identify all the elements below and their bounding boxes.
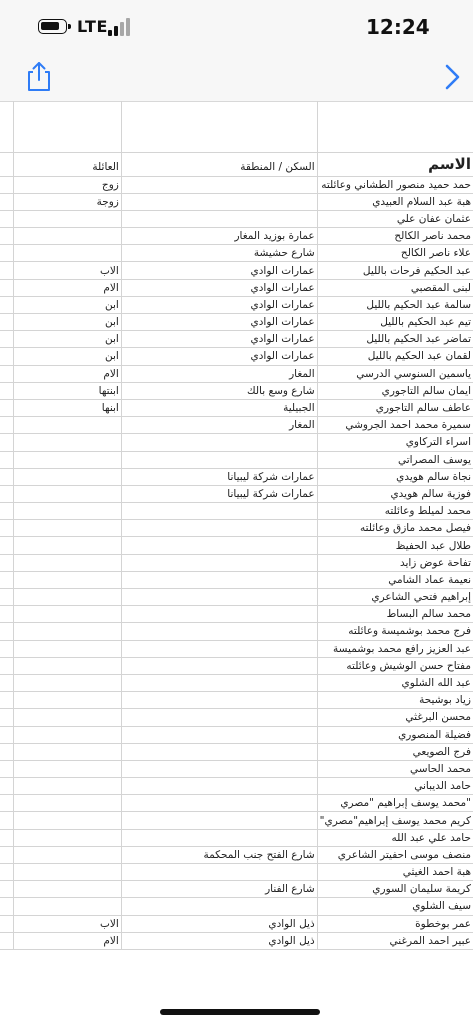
table-row (0, 296, 473, 313)
cell-residence[interactable] (121, 743, 317, 760)
cell[interactable] (0, 743, 13, 760)
cell-name[interactable]: هبة عبد السلام العبيدي (317, 193, 473, 210)
cell-residence[interactable]: الجبيلية (121, 399, 317, 416)
cell[interactable] (0, 451, 13, 468)
top-bar (0, 0, 473, 102)
cell-family[interactable]: الام (13, 932, 121, 949)
table-row (0, 829, 473, 846)
cell-name[interactable]: عبد الحكيم فرحات بالليل (317, 262, 473, 279)
cell-family[interactable] (13, 451, 121, 468)
cell-name[interactable]: حامد علي عبد الله (317, 829, 473, 846)
cell-name[interactable]: تفاحة عوض زايد (317, 554, 473, 571)
cell-residence[interactable] (121, 726, 317, 743)
cell[interactable] (0, 881, 13, 898)
table-row (0, 537, 473, 554)
cell-family[interactable] (13, 812, 121, 829)
table-row (0, 932, 473, 949)
cell[interactable] (0, 228, 13, 245)
cell[interactable] (317, 101, 473, 152)
table-row (0, 520, 473, 537)
cell-residence[interactable] (121, 829, 317, 846)
table-row (0, 864, 473, 881)
table-row (0, 399, 473, 416)
cell-residence[interactable]: عمارات الوادي (121, 348, 317, 365)
cell-name[interactable]: إبراهيم فتحي الشاعري (317, 589, 473, 606)
cell[interactable] (0, 932, 13, 949)
cell-family[interactable] (13, 778, 121, 795)
share-button[interactable] (24, 60, 54, 92)
table-row (0, 210, 473, 227)
cell[interactable] (0, 101, 13, 152)
cell-family[interactable] (13, 674, 121, 691)
table-row (0, 674, 473, 691)
header-name[interactable]: الاسم (317, 152, 473, 176)
cell-residence[interactable] (121, 812, 317, 829)
cell-residence[interactable]: شارع الفنار (121, 881, 317, 898)
cell[interactable] (0, 314, 13, 331)
cell-name[interactable]: لبنى المقصبي (317, 279, 473, 296)
cell[interactable] (0, 829, 13, 846)
cell-family[interactable]: ابن (13, 348, 121, 365)
table-row (0, 503, 473, 520)
cell-name[interactable]: فوزية سالم هويدي (317, 485, 473, 502)
table-row (0, 898, 473, 915)
cell-family[interactable]: ابنها (13, 399, 121, 416)
next-button[interactable] (440, 62, 464, 92)
cell[interactable] (0, 606, 13, 623)
cell[interactable] (0, 760, 13, 777)
table-row (0, 760, 473, 777)
cell-name[interactable]: سميرة محمد احمد الجروشي (317, 417, 473, 434)
blank-row (0, 101, 473, 152)
cell-residence[interactable]: شارع حشيشة (121, 245, 317, 262)
cell-family[interactable] (13, 537, 121, 554)
table-row (0, 434, 473, 451)
table-row (0, 571, 473, 588)
cell-residence[interactable]: عمارة بوزيد المغار (121, 228, 317, 245)
cell-name[interactable]: محمد سالم البساط (317, 606, 473, 623)
cell-residence[interactable] (121, 778, 317, 795)
cell-name[interactable]: محمد ناصر الكالح (317, 228, 473, 245)
cell[interactable] (0, 554, 13, 571)
cell[interactable] (0, 520, 13, 537)
table-row (0, 262, 473, 279)
cell-family[interactable]: زوج (13, 176, 121, 193)
cell[interactable] (13, 101, 121, 152)
table-row (0, 623, 473, 640)
cell-name[interactable]: نجاة سالم هويدي (317, 468, 473, 485)
cell-name[interactable]: محمد الحاسي (317, 760, 473, 777)
header-family[interactable]: العائلة (13, 152, 121, 176)
table-row (0, 279, 473, 296)
cell-name[interactable]: محمد لميلط وعائلته (317, 503, 473, 520)
cell[interactable] (0, 382, 13, 399)
cell-residence[interactable]: عمارات الوادي (121, 262, 317, 279)
cell-residence[interactable] (121, 434, 317, 451)
header-residence[interactable]: السكن / المنطقة (121, 152, 317, 176)
cell-residence[interactable] (121, 193, 317, 210)
cell-family[interactable] (13, 589, 121, 606)
cell-name[interactable]: اسراء التركاوي (317, 434, 473, 451)
cell-name[interactable]: فيصل محمد مازق وعائلته (317, 520, 473, 537)
cell[interactable] (0, 915, 13, 932)
cell-name[interactable]: فضيلة المنصوري (317, 726, 473, 743)
cell-family[interactable] (13, 760, 121, 777)
cell-residence[interactable] (121, 537, 317, 554)
cell[interactable] (0, 795, 13, 812)
cell-residence[interactable]: شارع الفتح جنب المحكمة (121, 846, 317, 863)
table-row (0, 589, 473, 606)
cell-residence[interactable] (121, 760, 317, 777)
cell-name[interactable]: "محمد يوسف إبراهيم "مصري (317, 795, 473, 812)
cell-name[interactable]: علاء ناصر الكالح (317, 245, 473, 262)
header-row (0, 152, 473, 176)
cell-residence[interactable] (121, 864, 317, 881)
cell-residence[interactable] (121, 176, 317, 193)
cell[interactable] (0, 640, 13, 657)
cell-name[interactable]: عبد العزيز رافع محمد بوشميسة (317, 640, 473, 657)
cell-residence[interactable]: المغار (121, 365, 317, 382)
cell-family[interactable] (13, 829, 121, 846)
table-row (0, 382, 473, 399)
cell-family[interactable]: الاب (13, 262, 121, 279)
cell-family[interactable] (13, 245, 121, 262)
cell-name[interactable]: كريم محمد يوسف إبراهيم"مصري" (317, 812, 473, 829)
cell[interactable] (0, 279, 13, 296)
cell[interactable] (121, 101, 317, 152)
cell-family[interactable]: ابن (13, 314, 121, 331)
cell[interactable] (0, 210, 13, 227)
cell[interactable] (0, 846, 13, 863)
cell-family[interactable] (13, 606, 121, 623)
cell[interactable] (0, 176, 13, 193)
clock-time: 12:24 (366, 15, 430, 39)
cell[interactable] (0, 812, 13, 829)
table-row (0, 193, 473, 210)
cell-residence[interactable]: عمارات الوادي (121, 314, 317, 331)
cell-name[interactable]: زياد بوشيحة (317, 692, 473, 709)
cell-family[interactable] (13, 657, 121, 674)
cell-name[interactable]: عمر بوخطوة (317, 915, 473, 932)
cell-name[interactable]: عاطف سالم التاجوري (317, 399, 473, 416)
cell-name[interactable]: حمد حميد منصور الطشاني وعائلته (317, 176, 473, 193)
chevron-right-icon (440, 62, 464, 92)
cell-name[interactable]: حامد الديباني (317, 778, 473, 795)
cell-family[interactable] (13, 640, 121, 657)
cell[interactable] (0, 434, 13, 451)
cell[interactable] (0, 709, 13, 726)
cell-residence[interactable]: عمارات الوادي (121, 279, 317, 296)
cell-family[interactable] (13, 417, 121, 434)
signal-icon (108, 18, 134, 36)
cell-residence[interactable] (121, 210, 317, 227)
cell-residence[interactable]: عمارات شركة ليبيانا (121, 485, 317, 502)
cell[interactable] (0, 331, 13, 348)
table-row (0, 657, 473, 674)
table-row (0, 812, 473, 829)
cell-family[interactable]: ابنتها (13, 382, 121, 399)
cell-name[interactable]: طلال عبد الحفيظ (317, 537, 473, 554)
cell[interactable] (0, 245, 13, 262)
table-row (0, 743, 473, 760)
cell-family[interactable] (13, 846, 121, 863)
cell-name[interactable]: ايمان سالم التاجوري (317, 382, 473, 399)
cell-name[interactable]: نعيمة عماد الشامي (317, 571, 473, 588)
cell[interactable] (0, 485, 13, 502)
cell-name[interactable]: ياسمين السنوسي الدرسي (317, 365, 473, 382)
table-row (0, 606, 473, 623)
cell-residence[interactable] (121, 589, 317, 606)
cell-residence[interactable] (121, 640, 317, 657)
cell-family[interactable] (13, 692, 121, 709)
cell[interactable] (0, 193, 13, 210)
cell-family[interactable]: ابن (13, 331, 121, 348)
cell-family[interactable] (13, 726, 121, 743)
cell-residence[interactable] (121, 571, 317, 588)
table-row (0, 692, 473, 709)
cell-family[interactable] (13, 795, 121, 812)
battery-icon (38, 19, 67, 34)
cell-name[interactable]: مفتاح حسن الوشيش وعائلته (317, 657, 473, 674)
table-row (0, 881, 473, 898)
spreadsheet[interactable] (0, 101, 473, 1024)
cell-residence[interactable] (121, 657, 317, 674)
cell[interactable] (0, 365, 13, 382)
cell-name[interactable]: عبير احمد المرغني (317, 932, 473, 949)
cell-family[interactable] (13, 623, 121, 640)
cell[interactable] (0, 152, 13, 176)
cell-name[interactable]: سيف الشلوي (317, 898, 473, 915)
carrier-label: LTE (77, 17, 108, 36)
cell-residence[interactable] (121, 503, 317, 520)
cell-residence[interactable]: ذيل الوادي (121, 915, 317, 932)
cell-name[interactable]: هبة احمد الغيثي (317, 864, 473, 881)
cell[interactable] (0, 296, 13, 313)
cell-residence[interactable]: عمارات الوادي (121, 296, 317, 313)
cell-family[interactable]: ابن (13, 296, 121, 313)
cell[interactable] (0, 417, 13, 434)
cell-name[interactable]: تيم عبد الحكيم بالليل (317, 314, 473, 331)
cell-family[interactable] (13, 485, 121, 502)
table-row (0, 709, 473, 726)
table-row (0, 451, 473, 468)
table-row (0, 245, 473, 262)
cell[interactable] (0, 692, 13, 709)
cell-family[interactable]: الام (13, 365, 121, 382)
cell-name[interactable]: لقمان عبد الحكيم بالليل (317, 348, 473, 365)
cell-family[interactable] (13, 210, 121, 227)
cell-residence[interactable]: عمارات الوادي (121, 331, 317, 348)
cell[interactable] (0, 348, 13, 365)
cell-name[interactable]: تماضر عبد الحكيم بالليل (317, 331, 473, 348)
cell-family[interactable] (13, 743, 121, 760)
table-row (0, 176, 473, 193)
table-row (0, 314, 473, 331)
spreadsheet-grid (0, 101, 473, 950)
cell-residence[interactable] (121, 606, 317, 623)
table-row (0, 365, 473, 382)
cell-residence[interactable] (121, 520, 317, 537)
cell[interactable] (0, 589, 13, 606)
table-row (0, 846, 473, 863)
cell-name[interactable]: كريمة سليمان السوري (317, 881, 473, 898)
cell[interactable] (0, 864, 13, 881)
table-row (0, 348, 473, 365)
cell-residence[interactable]: ذيل الوادي (121, 932, 317, 949)
cell-name[interactable]: عبد الله الشلوي (317, 674, 473, 691)
cell-residence[interactable]: المغار (121, 417, 317, 434)
cell-residence[interactable] (121, 623, 317, 640)
cell[interactable] (0, 503, 13, 520)
table-row (0, 417, 473, 434)
cell[interactable] (0, 778, 13, 795)
table-row (0, 468, 473, 485)
cell-residence[interactable]: شارع وسع بالك (121, 382, 317, 399)
table-row (0, 331, 473, 348)
cell-family[interactable]: الاب (13, 915, 121, 932)
cell-name[interactable]: فرج محمد بوشميسة وعائلته (317, 623, 473, 640)
cell-residence[interactable] (121, 795, 317, 812)
cell-family[interactable] (13, 864, 121, 881)
cell-family[interactable] (13, 468, 121, 485)
cell[interactable] (0, 468, 13, 485)
home-indicator (160, 1009, 320, 1015)
cell-family[interactable]: الام (13, 279, 121, 296)
table-row (0, 485, 473, 502)
cell-residence[interactable] (121, 554, 317, 571)
cell[interactable] (0, 537, 13, 554)
cell-family[interactable]: زوجة (13, 193, 121, 210)
cell-family[interactable] (13, 709, 121, 726)
cell-family[interactable] (13, 434, 121, 451)
cell-name[interactable]: محسن البرغثي (317, 709, 473, 726)
cell-family[interactable] (13, 520, 121, 537)
cell-family[interactable] (13, 554, 121, 571)
cell-residence[interactable] (121, 898, 317, 915)
cell-family[interactable] (13, 571, 121, 588)
table-row (0, 640, 473, 657)
cell-family[interactable] (13, 228, 121, 245)
cell-name[interactable]: فرج الصويعي (317, 743, 473, 760)
cell[interactable] (0, 571, 13, 588)
cell-name[interactable]: منصف موسى احفيتر الشاعري (317, 846, 473, 863)
cell[interactable] (0, 674, 13, 691)
cell-residence[interactable] (121, 451, 317, 468)
table-row (0, 915, 473, 932)
table-row (0, 228, 473, 245)
table-row (0, 795, 473, 812)
cell[interactable] (0, 898, 13, 915)
cell-family[interactable] (13, 503, 121, 520)
cell[interactable] (0, 399, 13, 416)
cell-residence[interactable] (121, 674, 317, 691)
cell-residence[interactable] (121, 692, 317, 709)
cell-family[interactable] (13, 898, 121, 915)
cell-name[interactable]: عثمان عفان علي (317, 210, 473, 227)
cell-family[interactable] (13, 881, 121, 898)
cell-name[interactable]: يوسف المصراتي (317, 451, 473, 468)
table-row (0, 778, 473, 795)
cell[interactable] (0, 623, 13, 640)
status-bar (0, 0, 473, 58)
cell-name[interactable]: سالمة عبد الحكيم بالليل (317, 296, 473, 313)
table-row (0, 554, 473, 571)
cell-residence[interactable]: عمارات شركة ليبيانا (121, 468, 317, 485)
table-row (0, 726, 473, 743)
cell[interactable] (0, 726, 13, 743)
cell[interactable] (0, 262, 13, 279)
cell[interactable] (0, 657, 13, 674)
share-icon (24, 60, 54, 92)
cell-residence[interactable] (121, 709, 317, 726)
